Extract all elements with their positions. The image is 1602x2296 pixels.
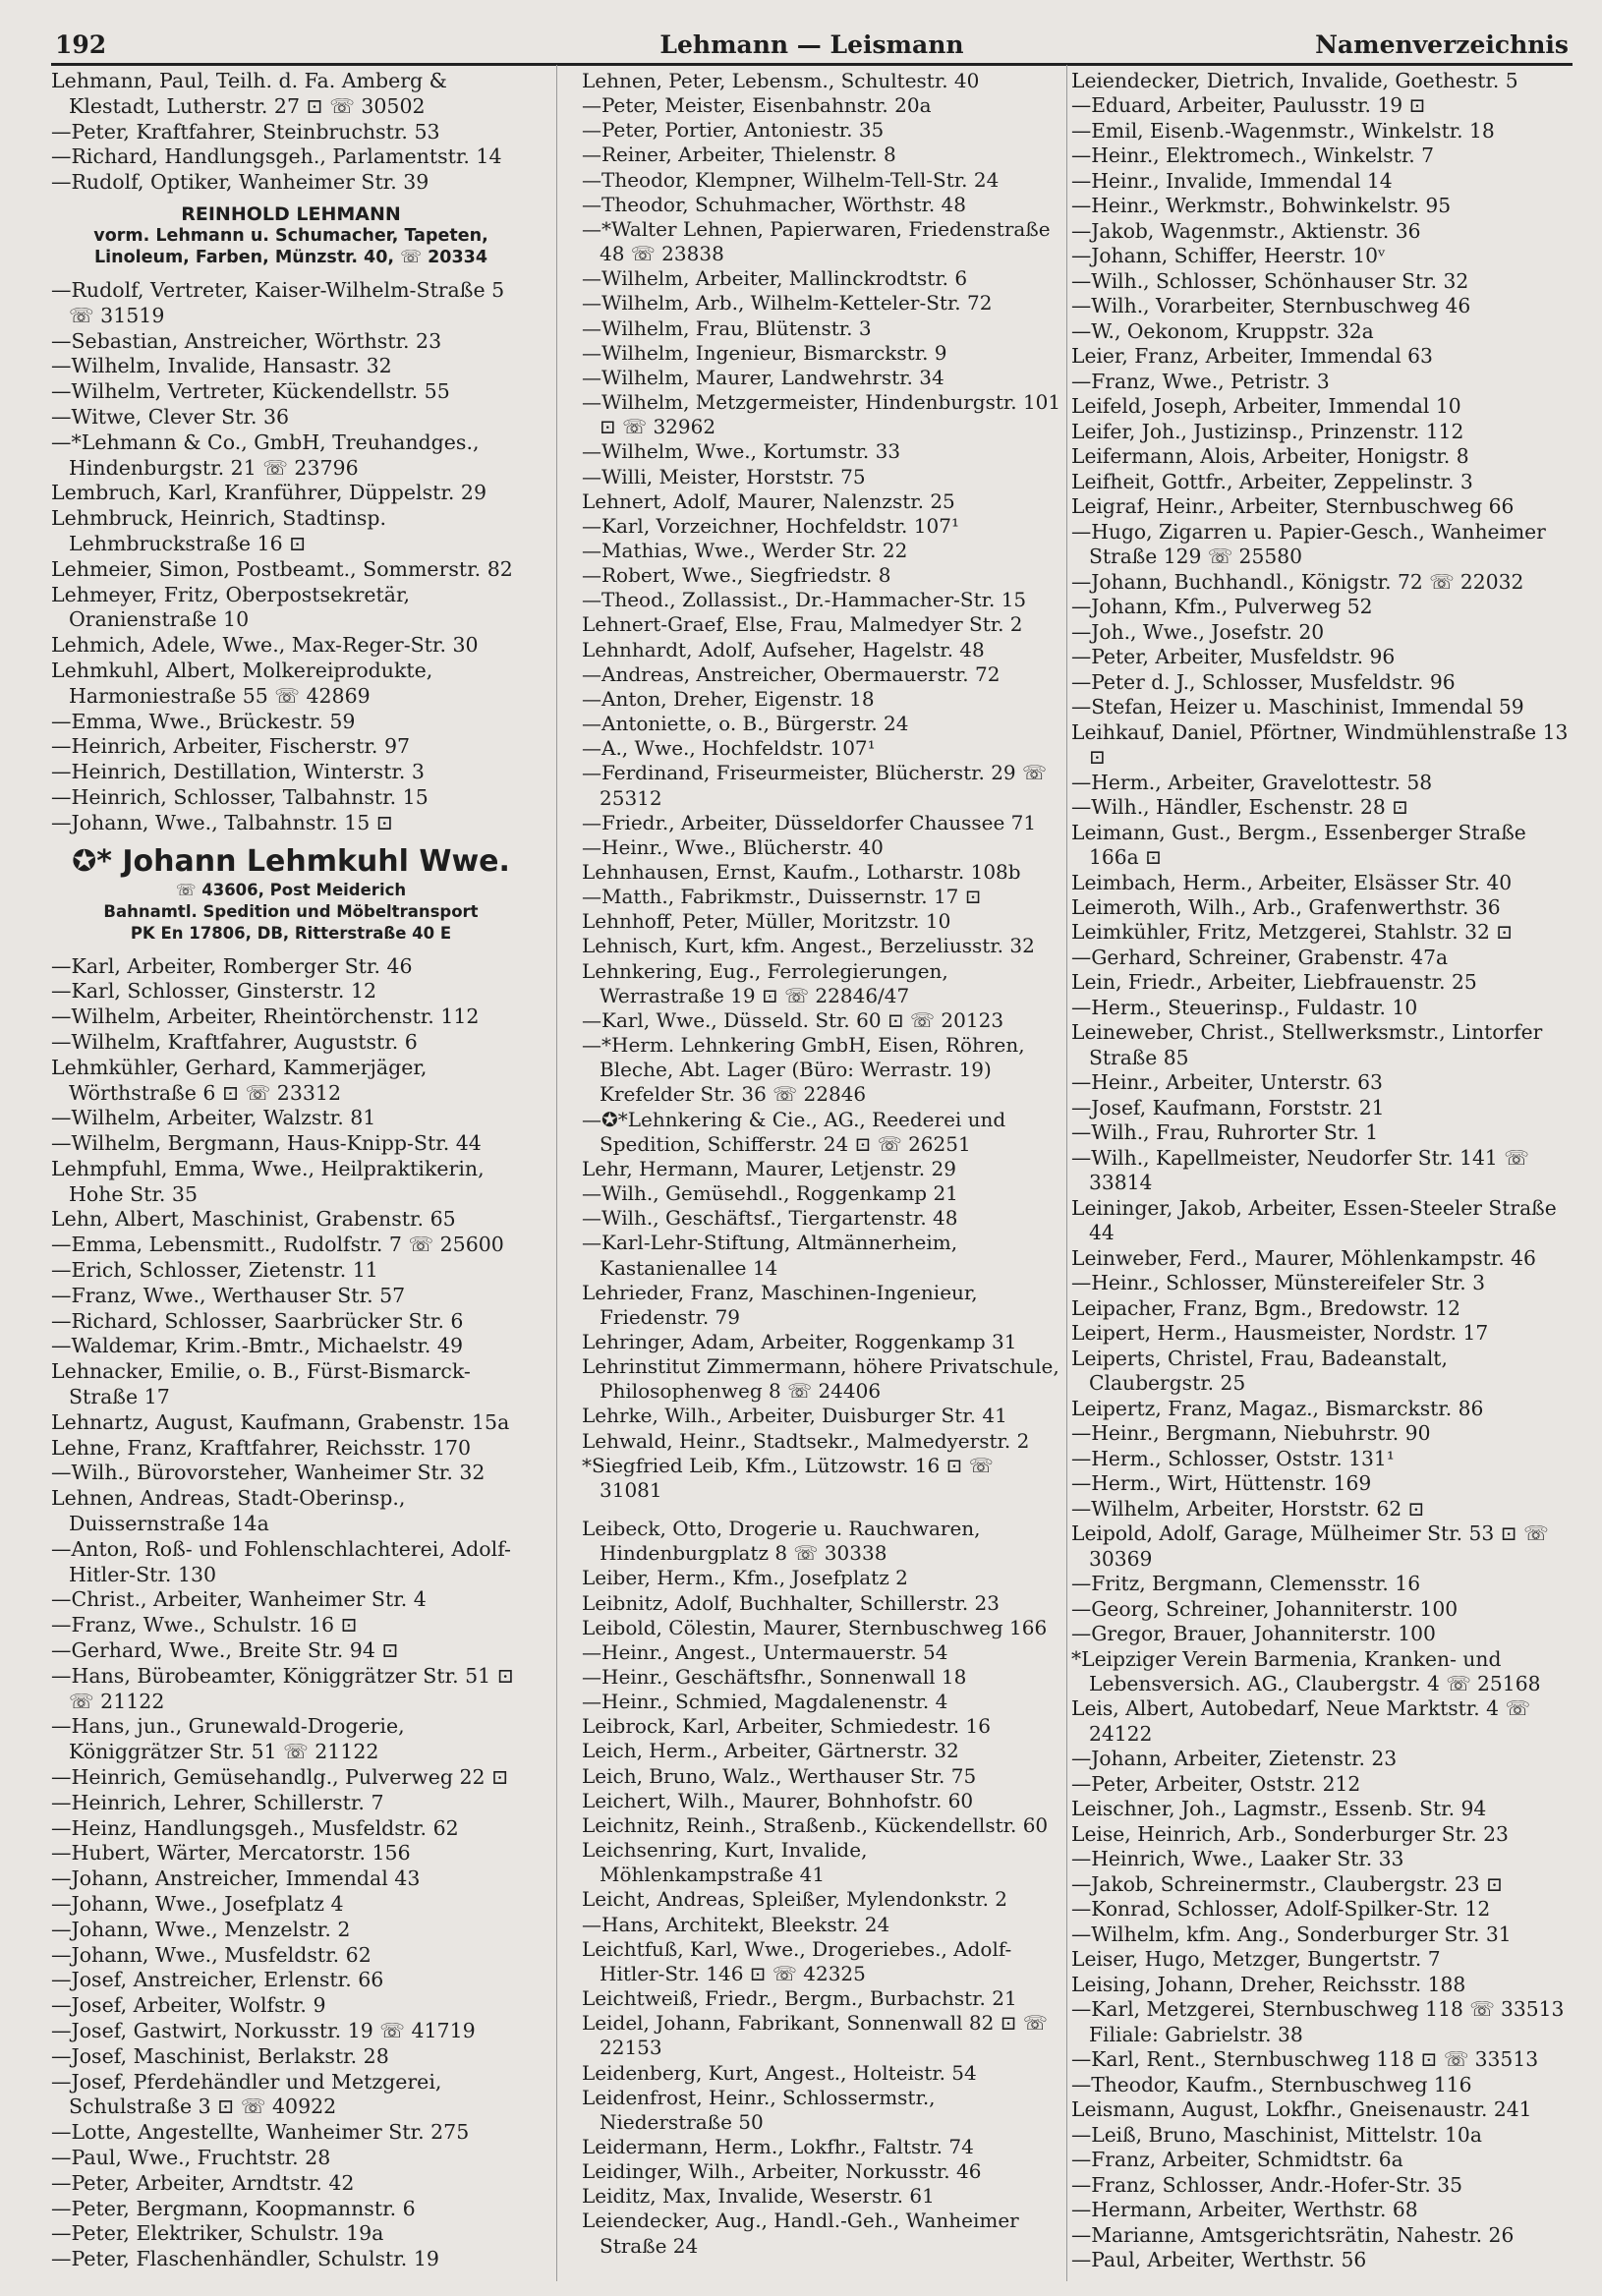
- directory-entry: —✪*Lehnkering & Cie., AG., Reederei und Spedition, Schifferstr. 24 ⊡ ☏ 26251: [582, 1107, 1006, 1156]
- directory-entry: —Sebastian, Anstreicher, Wörthstr. 23: [51, 328, 442, 353]
- directory-entry: —Johann, Arbeiter, Zietenstr. 23: [1071, 1747, 1398, 1771]
- column-divider: [1066, 65, 1067, 2281]
- directory-entry: —Franz, Wwe., Schulstr. 16 ⊡: [51, 1613, 358, 1637]
- directory-entry: —Heinrich, Wwe., Laaker Str. 33: [1071, 1847, 1404, 1871]
- directory-entry: Leibeck, Otto, Drogerie u. Rauchwaren, Hindenburgplatz 8 ☏ 30338: [582, 1517, 981, 1566]
- directory-entry: —Emma, Lebensmitt., Rudolfstr. 7 ☏ 25600: [51, 1233, 504, 1257]
- directory-entry: Lehnhausen, Ernst, Kaufm., Lotharstr. 108b: [582, 860, 1021, 884]
- directory-entry: Leichtweiß, Friedr., Bergm., Burbachstr. 21: [582, 1986, 1017, 2011]
- directory-entry: Lehn, Albert, Maschinist, Grabenstr. 65: [51, 1207, 456, 1232]
- advertisement-title: REINHOLD LEHMANN: [181, 202, 401, 225]
- directory-entry: —Herm., Arbeiter, Gravelottestr. 58: [1071, 770, 1433, 794]
- directory-entry: —Peter, Meister, Eisenbahnstr. 20a: [582, 93, 932, 118]
- directory-entry: Leibnitz, Adolf, Buchhalter, Schillerstr. 23: [582, 1590, 1000, 1615]
- directory-entry: —Karl, Vorzeichner, Hochfeldstr. 107¹: [582, 513, 959, 538]
- directory-entry: Lehr, Hermann, Maurer, Letjenstr. 29: [582, 1156, 956, 1180]
- directory-entry: —Wilhelm, Arbeiter, Walzstr. 81: [51, 1106, 376, 1130]
- directory-entry: —Wilhelm, Invalide, Hansastr. 32: [51, 354, 392, 378]
- directory-entry: —Eduard, Arbeiter, Paulusstr. 19 ⊡: [1071, 93, 1426, 118]
- directory-entry: —Heinrich, Arbeiter, Fischerstr. 97: [51, 734, 411, 759]
- directory-entry: —Theodor, Kaufm., Sternbuschweg 116: [1071, 2072, 1472, 2096]
- directory-entry: —Paul, Wwe., Fruchtstr. 28: [51, 2145, 331, 2169]
- directory-entry: —Hermann, Arbeiter, Werthstr. 68: [1071, 2198, 1418, 2222]
- directory-entry: —Reiner, Arbeiter, Thielenstr. 8: [582, 143, 896, 167]
- directory-entry: —Konrad, Schlosser, Adolf-Spilker-Str. 12: [1071, 1897, 1491, 1922]
- directory-entry: —Wilhelm, Vertreter, Kückendellstr. 55: [51, 379, 450, 404]
- advertisement-line: PK En 17806, DB, Ritterstraße 40 E: [130, 923, 452, 943]
- directory-entry: Lehringer, Adam, Arbeiter, Roggenkamp 31: [582, 1329, 1017, 1353]
- directory-entry: —Andreas, Anstreicher, Obermauerstr. 72: [582, 661, 1001, 686]
- section-title: Namenverzeichnis: [1315, 30, 1569, 59]
- directory-entry: Lehrke, Wilh., Arbeiter, Duisburger Str. 41: [582, 1404, 1007, 1428]
- directory-entry: Leiendecker, Aug., Handl.-Geh., Wanheimer Straße 24: [582, 2209, 1019, 2258]
- spacer: [582, 1503, 1061, 1517]
- directory-entry: Lehmann, Paul, Teilh. d. Fa. Amberg & Klestadt, Lutherstr. 27 ⊡ ☏ 30502: [51, 69, 447, 118]
- directory-entry: Lehmkühler, Gerhard, Kammerjäger, Wörthstraße 6 ⊡ ☏ 23312: [51, 1055, 428, 1105]
- directory-entry: —Peter, Flaschenhändler, Schulstr. 19: [51, 2247, 439, 2271]
- directory-entry: —Antoniette, o. B., Bürgerstr. 24: [582, 712, 909, 736]
- directory-entry: Lehnkering, Eug., Ferrolegierungen, Werrastraße 19 ⊡ ☏ 22846/47: [582, 958, 948, 1007]
- directory-entry: —*Lehmann & Co., GmbH, Treuhandges., Hindenburgstr. 21 ☏ 23796: [51, 430, 480, 480]
- directory-entry: —Wilhelm, Frau, Blütenstr. 3: [582, 316, 872, 340]
- directory-entry: —Karl, Arbeiter, Romberger Str. 46: [51, 953, 413, 978]
- directory-entry: —Mathias, Wwe., Werder Str. 22: [582, 538, 908, 562]
- directory-entry: —Peter d. J., Schlosser, Musfeldstr. 96: [1071, 669, 1456, 694]
- directory-entry: —Karl-Lehr-Stiftung, Altmännerheim, Kastanienallee 14: [582, 1231, 958, 1280]
- directory-entry: Leimkühler, Fritz, Metzgerei, Stahlstr. 32 ⊡: [1071, 920, 1514, 945]
- directory-entry: —Emma, Wwe., Brückestr. 59: [51, 709, 356, 733]
- directory-entry: —A., Wwe., Hochfeldstr. 107¹: [582, 736, 876, 761]
- directory-entry: —Hans, jun., Grunewald-Drogerie, Königgrätzer Str. 51 ☏ 21122: [51, 1714, 405, 1764]
- directory-entry: —Christ., Arbeiter, Wanheimer Str. 4: [51, 1587, 427, 1612]
- directory-entry: —Heinr., Invalide, Immendal 14: [1071, 168, 1393, 193]
- directory-entry: Leineweber, Christ., Stellwerksmstr., Lintorfer Straße 85: [1071, 1020, 1543, 1069]
- directory-entry: —Herm., Schlosser, Oststr. 131¹: [1071, 1446, 1395, 1470]
- directory-entry: —Josef, Pferdehändler und Metzgerei, Schulstraße 3 ⊡ ☏ 40922: [51, 2069, 442, 2119]
- directory-entry: —Paul, Arbeiter, Werthstr. 56: [1071, 2248, 1367, 2272]
- directory-entry: —Anton, Roß- und Fohlenschlachterei, Adolf-Hitler-Str. 130: [51, 1536, 511, 1586]
- directory-entry: —Wilhelm, Metzgermeister, Hindenburgstr. 101 ⊡ ☏ 32962: [582, 390, 1061, 439]
- directory-entry: Leiber, Herm., Kfm., Josefplatz 2: [582, 1566, 908, 1590]
- directory-entry: Leininger, Jakob, Arbeiter, Essen-Steeler Straße 44: [1071, 1195, 1557, 1245]
- directory-entry: —W., Oekonom, Kruppstr. 32a: [1071, 318, 1374, 343]
- directory-entry: Lehnacker, Emilie, o. B., Fürst-Bismarck-Straße 17: [51, 1359, 471, 1409]
- directory-entry: —Richard, Schlosser, Saarbrücker Str. 6: [51, 1308, 464, 1333]
- directory-entry: —Karl, Schlosser, Ginsterstr. 12: [51, 979, 377, 1004]
- directory-entry: —*Herm. Lehnkering GmbH, Eisen, Röhren, Bleche, Abt. Lager (Büro: Werrastr. 19) Krefelder Str. 36 ☏ 22846: [582, 1033, 1025, 1107]
- directory-entry: —Johann, Anstreicher, Immendal 43: [51, 1866, 421, 1891]
- column-divider: [556, 65, 557, 2281]
- directory-entry: —Johann, Kfm., Pulverweg 52: [1071, 595, 1373, 619]
- directory-entry: —Josef, Anstreicher, Erlenstr. 66: [51, 1968, 384, 1992]
- directory-entry: Leipold, Adolf, Garage, Mülheimer Str. 53 ⊡ ☏ 30369: [1071, 1521, 1549, 1571]
- directory-entry: Lehmeyer, Fritz, Oberpostsekretär, Oranienstraße 10: [51, 582, 411, 632]
- directory-entry: Leipacher, Franz, Bgm., Bredowstr. 12: [1071, 1295, 1461, 1320]
- directory-entry: Leischner, Joh., Lagmstr., Essenb. Str. 94: [1071, 1797, 1487, 1821]
- directory-entry: —Wilh., Geschäftsf., Tiergartenstr. 48: [582, 1206, 958, 1231]
- directory-entry: —Heinr., Schmied, Magdalenenstr. 4: [582, 1690, 948, 1714]
- directory-entry: —Wilhelm, Arb., Wilhelm-Ketteler-Str. 72: [582, 291, 993, 316]
- directory-entry: —Marianne, Amtsgerichtsrätin, Nahestr. 26: [1071, 2222, 1515, 2247]
- directory-entry: —Peter, Bergmann, Koopmannstr. 6: [51, 2196, 416, 2220]
- directory-entry: —Josef, Maschinist, Berlakstr. 28: [51, 2043, 389, 2068]
- column-2: [582, 69, 1061, 2259]
- directory-entry: —Lotte, Angestellte, Wanheimer Str. 275: [51, 2120, 470, 2145]
- directory-entry: —Wilh., Gemüsehdl., Roggenkamp 21: [582, 1181, 958, 1206]
- directory-entry: Lehmkuhl, Albert, Molkereiprodukte, Harmoniestraße 55 ☏ 42869: [51, 658, 433, 708]
- directory-entry: Leifheit, Gottfr., Arbeiter, Zeppelinstr. 3: [1071, 469, 1473, 493]
- directory-entry: Leigraf, Heinr., Arbeiter, Sternbuschweg 66: [1071, 494, 1515, 519]
- directory-entry: —Herm., Wirt, Hüttenstr. 169: [1071, 1471, 1372, 1496]
- directory-entry: —Theod., Zollassist., Dr.-Hammacher-Str. 15: [582, 588, 1027, 612]
- directory-entry: —Wilhelm, Arbeiter, Horststr. 62 ⊡: [1071, 1496, 1425, 1521]
- directory-entry: —Wilhelm, kfm. Ang., Sonderburger Str. 31: [1071, 1922, 1512, 1946]
- advertisement-line: ☏ 43606, Post Meiderich: [175, 880, 407, 899]
- directory-entry: Leiditz, Max, Invalide, Weserstr. 61: [582, 2184, 935, 2209]
- directory-entry: —Joh., Wwe., Josefstr. 20: [1071, 619, 1325, 644]
- directory-entry: —Franz, Arbeiter, Schmidtstr. 6a: [1071, 2148, 1403, 2172]
- directory-entry: —Gerhard, Schreiner, Grabenstr. 47a: [1071, 945, 1449, 969]
- directory-entry: —Jakob, Schreinermstr., Claubergstr. 23 ⊡: [1071, 1871, 1504, 1896]
- page-header: [51, 24, 1573, 66]
- directory-entry: —Peter, Elektriker, Schulstr. 19a: [51, 2221, 384, 2246]
- advertisement-title: ✪* Johann Lehmkuhl Wwe.: [72, 843, 510, 879]
- directory-entry: —Wilhelm, Bergmann, Haus-Knipp-Str. 44: [51, 1131, 482, 1156]
- directory-entry: Lehnhardt, Adolf, Aufseher, Hagelstr. 48: [582, 637, 985, 661]
- advertisement-block: [51, 203, 531, 268]
- directory-entry: Leifer, Joh., Justizinsp., Prinzenstr. 112: [1071, 419, 1464, 443]
- directory-entry: —Johann, Buchhandl., Königstr. 72 ☏ 22032: [1071, 569, 1524, 594]
- directory-entry: Leinweber, Ferd., Maurer, Möhlenkampstr. 46: [1071, 1245, 1536, 1270]
- directory-entry: —Peter, Arbeiter, Musfeldstr. 96: [1071, 645, 1396, 669]
- directory-entry: —Heinrich, Gemüsehandlg., Pulverweg 22 ⊡: [51, 1765, 509, 1790]
- directory-entry: —Heinr., Bergmann, Niebuhrstr. 90: [1071, 1421, 1431, 1446]
- directory-entry: —Heinrich, Schlosser, Talbahnstr. 15: [51, 784, 429, 809]
- directory-entry: —Johann, Wwe., Josefplatz 4: [51, 1892, 344, 1916]
- directory-entry: —Gerhard, Wwe., Breite Str. 94 ⊡: [51, 1638, 399, 1663]
- directory-entry: Lehnen, Peter, Lebensm., Schultestr. 40: [582, 69, 980, 92]
- directory-entry: —Wilh., Vorarbeiter, Sternbuschweg 46: [1071, 294, 1471, 318]
- directory-entry: —Josef, Kaufmann, Forststr. 21: [1071, 1095, 1385, 1119]
- directory-entry: Lehne, Franz, Kraftfahrer, Reichsstr. 170: [51, 1435, 472, 1460]
- column-1: [51, 69, 531, 2272]
- directory-entry: —Theodor, Schuhmacher, Wörthstr. 48: [582, 192, 966, 216]
- directory-entry: —Johann, Wwe., Menzelstr. 2: [51, 1917, 351, 1941]
- directory-entry: Lehwald, Heinr., Stadtsekr., Malmedyerstr. 2: [582, 1428, 1030, 1453]
- directory-entry: —Richard, Handlungsgeh., Parlamentstr. 14: [51, 144, 502, 169]
- directory-entry: Lehnisch, Kurt, kfm. Angest., Berzeliusstr. 32: [582, 934, 1035, 958]
- directory-entry: —Johann, Wwe., Musfeldstr. 62: [51, 1942, 372, 1967]
- directory-entry: —Gregor, Brauer, Johanniterstr. 100: [1071, 1622, 1436, 1646]
- directory-entry: Lehmich, Adele, Wwe., Max-Reger-Str. 30: [51, 633, 479, 658]
- directory-entry: —Willi, Meister, Horststr. 75: [582, 464, 866, 488]
- directory-entry: —Wilhelm, Maurer, Landwehrstr. 34: [582, 365, 944, 389]
- directory-entry: —Heinr., Elektromech., Winkelstr. 7: [1071, 144, 1435, 168]
- directory-entry: Leier, Franz, Arbeiter, Immendal 63: [1071, 344, 1433, 369]
- directory-entry: Leis, Albert, Autobedarf, Neue Marktstr. 4 ☏ 24122: [1071, 1696, 1530, 1746]
- directory-entry: —Herm., Steuerinsp., Fuldastr. 10: [1071, 995, 1418, 1019]
- directory-entry: Lehnen, Andreas, Stadt-Oberinsp., Duissernstraße 14a: [51, 1486, 406, 1536]
- directory-entry: —Heinz, Handlungsgeh., Musfeldstr. 62: [51, 1815, 459, 1840]
- directory-entry: —Wilh., Frau, Ruhrorter Str. 1: [1071, 1120, 1379, 1145]
- directory-entry: —Hans, Bürobeamter, Königgrätzer Str. 51 ⊡ ☏ 21122: [51, 1663, 514, 1713]
- directory-entry: Lehnert, Adolf, Maurer, Nalenzstr. 25: [582, 488, 955, 513]
- directory-entry: —Josef, Gastwirt, Norkusstr. 19 ☏ 41719: [51, 2018, 476, 2042]
- directory-entry: Leichsenring, Kurt, Invalide, Möhlenkampstraße 41: [582, 1838, 868, 1887]
- directory-entry: —Johann, Wwe., Talbahnstr. 15 ⊡: [51, 810, 393, 834]
- directory-entry: —Karl, Metzgerei, Sternbuschweg 118 ☏ 33513 Filiale: Gabrielstr. 38: [1071, 1997, 1565, 2046]
- directory-entry: —Wilh., Bürovorsteher, Wanheimer Str. 32: [51, 1461, 486, 1485]
- directory-entry: Leifermann, Alois, Arbeiter, Honigstr. 8: [1071, 444, 1469, 469]
- directory-entry: —Erich, Schlosser, Zietenstr. 11: [51, 1258, 378, 1283]
- page-number: 192: [55, 30, 107, 59]
- directory-entry: Leich, Bruno, Walz., Werthauser Str. 75: [582, 1763, 977, 1788]
- directory-entry: Lehmeier, Simon, Postbeamt., Sommerstr. 82: [51, 556, 513, 581]
- directory-entry: —Franz, Schlosser, Andr.-Hofer-Str. 35: [1071, 2172, 1462, 2197]
- directory-entry: —Heinrich, Lehrer, Schillerstr. 7: [51, 1790, 384, 1814]
- directory-entry: Leismann, August, Lokfhr., Gneisenaustr. 241: [1071, 2097, 1532, 2122]
- directory-entry: Leise, Heinrich, Arb., Sonderburger Str. 23: [1071, 1821, 1509, 1846]
- directory-entry: Leidenberg, Kurt, Angest., Holteistr. 54: [582, 2060, 977, 2085]
- directory-entry: Leibold, Cölestin, Maurer, Sternbuschweg 166: [582, 1615, 1048, 1639]
- directory-entry: *Leipziger Verein Barmenia, Kranken- und Lebensversich. AG., Claubergstr. 4 ☏ 25168: [1071, 1646, 1541, 1695]
- directory-entry: —Rudolf, Vertreter, Kaiser-Wilhelm-Straße 5 ☏ 31519: [51, 277, 505, 327]
- directory-entry: Leihkauf, Daniel, Pförtner, Windmühlenstraße 13 ⊡: [1071, 719, 1569, 770]
- directory-entry: —Emil, Eisenb.-Wagenmstr., Winkelstr. 18: [1071, 118, 1495, 143]
- advertisement-block: [51, 844, 531, 945]
- directory-entry: —Heinrich, Destillation, Winterstr. 3: [51, 760, 425, 784]
- directory-entry: —Wilh., Schlosser, Schönhauser Str. 32: [1071, 268, 1469, 293]
- directory-entry: —Anton, Dreher, Eigenstr. 18: [582, 686, 875, 711]
- directory-entry: —Leiß, Bruno, Maschinist, Mittelstr. 10a: [1071, 2122, 1482, 2147]
- directory-entry: —Heinr., Werkmstr., Bohwinkelstr. 95: [1071, 194, 1452, 218]
- directory-entry: —Hugo, Zigarren u. Papier-Gesch., Wanheimer Straße 129 ☏ 25580: [1071, 519, 1546, 569]
- directory-entry: Lehnert-Graef, Else, Frau, Malmedyer Str. 2: [582, 612, 1023, 637]
- directory-entry: —Rudolf, Optiker, Wanheimer Str. 39: [51, 170, 429, 195]
- directory-entry: —Josef, Arbeiter, Wolfstr. 9: [51, 1993, 326, 2018]
- directory-entry: Leidermann, Herm., Lokfhr., Faltstr. 74: [582, 2134, 974, 2158]
- advertisement-line: Bahnamtl. Spedition und Möbeltransport: [103, 901, 479, 921]
- advertisement-line: Linoleum, Farben, Münzstr. 40, ☏ 20334: [93, 247, 488, 267]
- directory-entry: Leifeld, Joseph, Arbeiter, Immendal 10: [1071, 394, 1461, 419]
- advertisement-line: vorm. Lehmann u. Schumacher, Tapeten,: [93, 225, 488, 246]
- directory-entry: Leichnitz, Reinh., Straßenb., Kückendellstr. 60: [582, 1812, 1049, 1837]
- directory-entry: —Robert, Wwe., Siegfriedstr. 8: [582, 563, 891, 588]
- directory-entry: Leidenfrost, Heinr., Schlossermstr., Niederstraße 50: [582, 2085, 936, 2134]
- directory-entry: —Witwe, Clever Str. 36: [51, 404, 290, 429]
- directory-entry: Leichert, Wilh., Maurer, Bohnhofstr. 60: [582, 1788, 974, 1812]
- directory-entry: —Stefan, Heizer u. Maschinist, Immendal 59: [1071, 695, 1524, 719]
- directory-entry: —Georg, Schreiner, Johanniterstr. 100: [1071, 1596, 1459, 1621]
- directory-entry: —Hans, Architekt, Bleekstr. 24: [582, 1912, 890, 1936]
- directory-entry: —Wilh., Kapellmeister, Neudorfer Str. 141 ☏ 33814: [1071, 1145, 1529, 1195]
- directory-entry: —Wilhelm, Kraftfahrer, Auguststr. 6: [51, 1029, 418, 1054]
- directory-entry: —Fritz, Bergmann, Clemensstr. 16: [1071, 1572, 1421, 1596]
- directory-entry: Leimbach, Herm., Arbeiter, Elsässer Str. 40: [1071, 870, 1513, 894]
- directory-entry: Leidinger, Wilh., Arbeiter, Norkusstr. 46: [582, 2159, 982, 2184]
- directory-entry: Leimann, Gust., Bergm., Essenberger Straße 166a ⊡: [1071, 820, 1526, 870]
- directory-entry: Lehrinstitut Zimmermann, höhere Privatschule, Philosophenweg 8 ☏ 24406: [582, 1354, 1059, 1404]
- directory-entry: —Karl, Wwe., Düsseld. Str. 60 ⊡ ☏ 20123: [582, 1007, 1004, 1032]
- directory-entry: —Heinr., Schlosser, Münstereifeler Str. 3: [1071, 1271, 1485, 1295]
- directory-entry: Leiperts, Christel, Frau, Badeanstalt, Claubergstr. 25: [1071, 1346, 1448, 1396]
- directory-entry: —Heinr., Arbeiter, Unterstr. 63: [1071, 1070, 1383, 1095]
- directory-entry: —Waldemar, Krim.-Bmtr., Michaelstr. 49: [51, 1334, 464, 1358]
- directory-entry: Leiendecker, Dietrich, Invalide, Goethestr. 5: [1071, 69, 1518, 92]
- directory-entry: Leising, Johann, Dreher, Reichsstr. 188: [1071, 1972, 1466, 1996]
- directory-entry: Lehmbruck, Heinrich, Stadtinsp. Lehmbruckstraße 16 ⊡: [51, 506, 387, 555]
- directory-entry: —Theodor, Klempner, Wilhelm-Tell-Str. 24: [582, 167, 1000, 192]
- directory-entry: Lehmpfuhl, Emma, Wwe., Heilpraktikerin, Hohe Str. 35: [51, 1156, 485, 1206]
- directory-entry: —Johann, Schiffer, Heerstr. 10ᵛ: [1071, 244, 1386, 268]
- directory-entry: Leicht, Andreas, Spleißer, Mylendonkstr. 2: [582, 1887, 1008, 1912]
- directory-entry: —Wilhelm, Ingenieur, Bismarckstr. 9: [582, 340, 947, 365]
- directory-entry: —*Walter Lehnen, Papierwaren, Friedenstraße 48 ☏ 23838: [582, 216, 1051, 266]
- directory-entry: Leiser, Hugo, Metzger, Bungertstr. 7: [1071, 1947, 1441, 1972]
- directory-entry: Leimeroth, Wilh., Arb., Grafenwerthstr. 36: [1071, 894, 1501, 919]
- column-3: [1071, 69, 1576, 2273]
- directory-entry: Leich, Herm., Arbeiter, Gärtnerstr. 32: [582, 1739, 959, 1763]
- directory-entry: —Heinr., Wwe., Blücherstr. 40: [582, 834, 884, 859]
- directory-entry: *Siegfried Leib, Kfm., Lützowstr. 16 ⊡ ☏ 31081: [582, 1453, 994, 1502]
- running-head: Lehmann — Leismann: [659, 30, 964, 59]
- directory-entry: Leichtfuß, Karl, Wwe., Drogeriebes., Adolf-Hitler-Str. 146 ⊡ ☏ 42325: [582, 1936, 1012, 1985]
- directory-entry: Leipert, Herm., Hausmeister, Nordstr. 17: [1071, 1321, 1489, 1346]
- directory-entry: —Wilh., Händler, Eschenstr. 28 ⊡: [1071, 795, 1409, 820]
- directory-entry: —Matth., Fabrikmstr., Duissernstr. 17 ⊡: [582, 885, 982, 909]
- directory-entry: —Hubert, Wärter, Mercatorstr. 156: [51, 1841, 411, 1866]
- directory-entry: —Franz, Wwe., Petristr. 3: [1071, 369, 1330, 393]
- directory-entry: Lehrieder, Franz, Maschinen-Ingenieur, Friedenstr. 79: [582, 1280, 978, 1329]
- directory-entry: Leidel, Johann, Fabrikant, Sonnenwall 82 ⊡ ☏ 22153: [582, 2011, 1048, 2060]
- directory-entry: Leibrock, Karl, Arbeiter, Schmiedestr. 16: [582, 1714, 991, 1739]
- directory-entry: —Karl, Rent., Sternbuschweg 118 ⊡ ☏ 33513: [1071, 2047, 1539, 2072]
- directory-entry: —Jakob, Wagenmstr., Aktienstr. 36: [1071, 218, 1421, 243]
- directory-entry: —Wilhelm, Arbeiter, Rheintörchenstr. 112: [51, 1004, 480, 1029]
- directory-entry: —Peter, Kraftfahrer, Steinbruchstr. 53: [51, 119, 440, 144]
- directory-entry: Lehnartz, August, Kaufmann, Grabenstr. 15a: [51, 1409, 510, 1434]
- directory-entry: —Heinr., Geschäftsfhr., Sonnenwall 18: [582, 1665, 967, 1689]
- directory-entry: —Ferdinand, Friseurmeister, Blücherstr. 29 ☏ 25312: [582, 761, 1048, 810]
- directory-entry: —Peter, Portier, Antoniestr. 35: [582, 118, 885, 143]
- directory-entry: —Franz, Wwe., Werthauser Str. 57: [51, 1283, 406, 1307]
- directory-entry: —Heinr., Angest., Untermauerstr. 54: [582, 1639, 948, 1664]
- directory-entry: —Wilhelm, Wwe., Kortumstr. 33: [582, 439, 901, 464]
- directory-entry: Lein, Friedr., Arbeiter, Liebfrauenstr. 25: [1071, 970, 1477, 995]
- directory-entry: —Peter, Arbeiter, Oststr. 212: [1071, 1771, 1361, 1796]
- directory-entry: —Wilhelm, Arbeiter, Mallinckrodtstr. 6: [582, 266, 968, 291]
- directory-entry: Lembruch, Karl, Kranführer, Düppelstr. 29: [51, 481, 486, 505]
- directory-entry: —Friedr., Arbeiter, Düsseldorfer Chaussee 71: [582, 810, 1037, 834]
- directory-entry: Leipertz, Franz, Magaz., Bismarckstr. 86: [1071, 1396, 1484, 1420]
- directory-entry: —Peter, Arbeiter, Arndtstr. 42: [51, 2170, 355, 2195]
- directory-entry: Lehnhoff, Peter, Müller, Moritzstr. 10: [582, 909, 951, 934]
